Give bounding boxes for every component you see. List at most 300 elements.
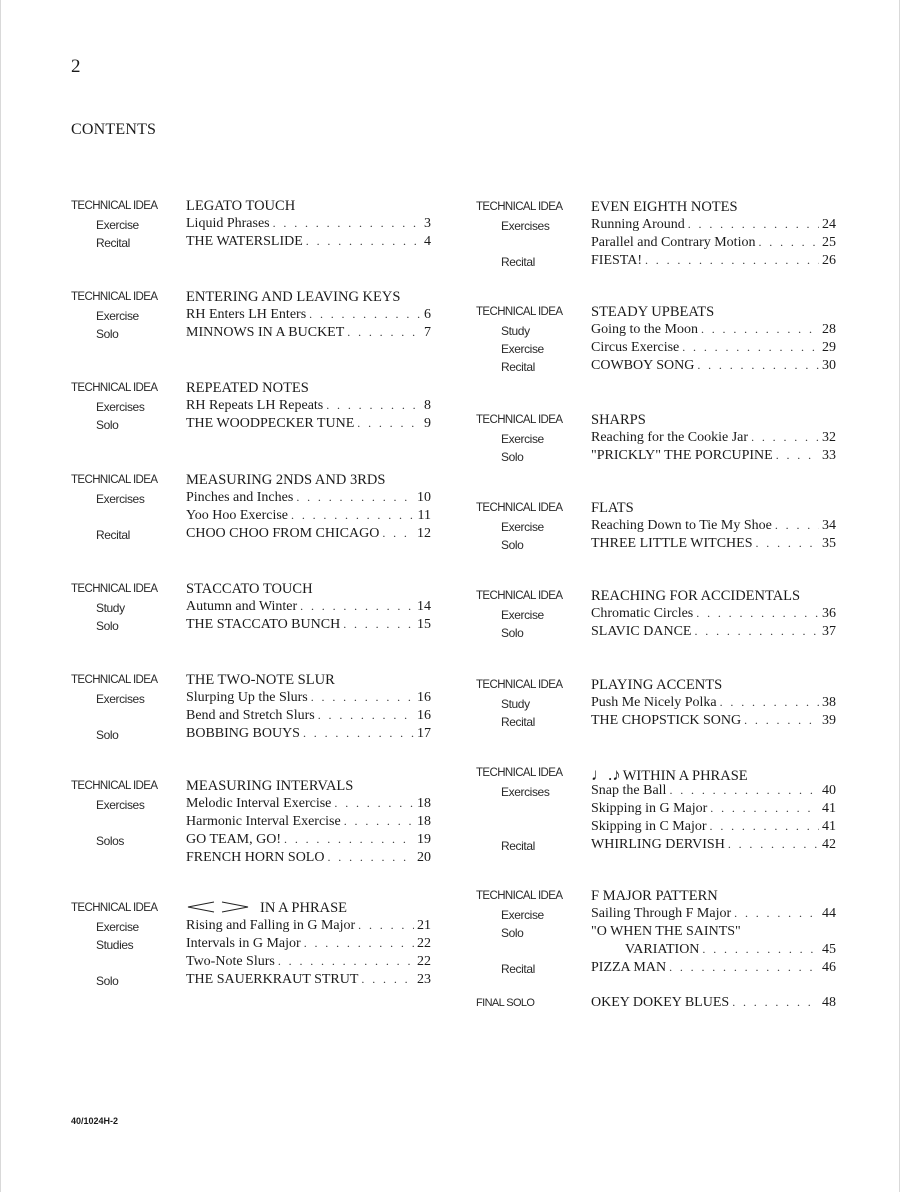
entry-page-number: 19 [417, 832, 431, 847]
section-heading-row [71, 380, 431, 398]
contents-entry-row [476, 924, 836, 942]
dot-leader [278, 954, 414, 970]
entry-type-label: Recital [501, 255, 535, 269]
contents-entry[interactable] [186, 954, 431, 970]
technical-idea-label: TECHNICAL IDEA [71, 583, 158, 595]
entry-title: Reaching for the Cookie Jar [591, 430, 749, 445]
dot-leader [361, 972, 414, 988]
technical-idea-name: IN A PHRASE [260, 900, 348, 916]
contents-entry[interactable] [591, 322, 836, 338]
entry-page-number: 20 [417, 850, 431, 865]
technical-idea-label: TECHNICAL IDEA [71, 474, 158, 486]
technical-idea-name: FLATS [591, 500, 634, 516]
entry-page-number: 7 [424, 325, 431, 340]
technical-idea-title [186, 472, 385, 489]
entry-page-number: 33 [822, 448, 836, 463]
technical-idea-title [186, 581, 313, 598]
technical-idea-name: PLAYING ACCENTS [591, 677, 723, 693]
contents-entry[interactable] [591, 819, 836, 835]
entry-title: Push Me Nicely Polka [591, 695, 717, 710]
contents-entry[interactable] [591, 906, 836, 922]
entry-title: THE CHOPSTICK SONG [591, 713, 742, 728]
entry-type-label: Solo [501, 450, 524, 464]
entry-title: VARIATION [625, 942, 700, 957]
entry-title: Rising and Falling in G Major [186, 918, 356, 933]
section-heading-row [71, 472, 431, 490]
contents-entry[interactable] [591, 518, 836, 534]
entry-type-label: Study [501, 697, 530, 711]
entry-title: Slurping Up the Slurs [186, 690, 308, 705]
entry-page-number: 36 [822, 606, 836, 621]
entry-title: Autumn and Winter [186, 599, 298, 614]
dot-leader [296, 490, 414, 506]
contents-entry[interactable] [591, 837, 836, 853]
entry-title: FIESTA! [591, 253, 642, 268]
final-solo-page: 48 [822, 995, 836, 1010]
section-heading-row [476, 765, 836, 783]
entry-title: RH Enters LH Enters [186, 307, 307, 322]
entry-page-number: 32 [822, 430, 836, 445]
entry-page-number: 16 [417, 690, 431, 705]
dot-leader [682, 340, 819, 356]
entry-page-number: 4 [424, 234, 431, 249]
crescendo-decrescendo-icon [186, 901, 250, 913]
final-solo-label: FINAL SOLO [476, 997, 535, 1009]
entry-page-number: 8 [424, 398, 431, 413]
contents-entry-row [476, 837, 836, 855]
entry-page-number: 41 [822, 801, 836, 816]
entry-type-label: Study [501, 324, 530, 338]
section-heading-row [71, 581, 431, 599]
contents-entry[interactable] [186, 490, 431, 506]
entry-type-label: Recital [96, 528, 130, 542]
entry-type-label: Studies [96, 938, 134, 952]
dot-leader [669, 960, 819, 976]
entry-title: CHOO CHOO FROM CHICAGO [186, 526, 380, 541]
contents-entry-row [476, 536, 836, 554]
contents-entry[interactable] [186, 216, 431, 232]
contents-entry[interactable] [591, 713, 836, 729]
entry-page-number: 14 [417, 599, 431, 614]
entry-page-number: 11 [417, 508, 431, 523]
technical-idea-label: TECHNICAL IDEA [476, 414, 563, 426]
technical-idea-title [591, 304, 714, 321]
entry-title: GO TEAM, GO! [186, 832, 282, 847]
dot-leader [697, 358, 819, 374]
contents-entry[interactable] [591, 695, 836, 711]
dot-leader [758, 235, 819, 251]
technical-idea-name: MEASURING INTERVALS [186, 778, 354, 794]
entry-type-label: Solos [96, 834, 125, 848]
contents-entry-row [71, 526, 431, 544]
contents-entry[interactable] [591, 448, 836, 464]
entry-title: "PRICKLY" THE PORCUPINE [591, 448, 773, 463]
entry-type-label: Recital [96, 236, 130, 250]
contents-entry-row [71, 490, 431, 508]
final-solo-title: OKEY DOKEY BLUES [591, 995, 730, 1010]
dot-leader [284, 832, 414, 848]
dot-leader [710, 801, 819, 817]
dot-leader [701, 322, 819, 338]
contents-entry-row [71, 814, 431, 832]
dot-leader [669, 783, 819, 799]
technical-idea-title [591, 199, 738, 216]
catalog-code: 40/1024H-2 [71, 1116, 119, 1126]
entry-title: Snap the Ball [591, 783, 667, 798]
entry-page-number: 15 [417, 617, 431, 632]
contents-entry-row [71, 216, 431, 234]
contents-entry[interactable] [186, 416, 431, 432]
section-heading-row [71, 289, 431, 307]
technical-idea-title [591, 500, 634, 517]
technical-idea-name: STACCATO TOUCH [186, 581, 313, 597]
entry-title: Parallel and Contrary Motion [591, 235, 756, 250]
dot-leader [702, 942, 819, 958]
entry-type-label: Exercises [501, 785, 550, 799]
dot-leader [311, 690, 414, 706]
technical-idea-name: THE TWO-NOTE SLUR [186, 672, 335, 688]
entry-type-label: Recital [501, 962, 535, 976]
entry-page-number: 22 [417, 936, 431, 951]
entry-title: Going to the Moon [591, 322, 698, 337]
contents-entry[interactable] [186, 325, 431, 341]
contents-entry-row [476, 235, 836, 253]
entry-page-number: 30 [822, 358, 836, 373]
dot-leader [756, 536, 820, 552]
section-heading-row [476, 588, 836, 606]
technical-idea-name: MEASURING 2NDS AND 3RDS [186, 472, 386, 488]
technical-idea-label: TECHNICAL IDEA [71, 291, 158, 303]
page-left-edge [0, 0, 1, 1192]
entry-page-number: 9 [424, 416, 431, 431]
contents-entry[interactable] [591, 430, 836, 446]
contents-entry[interactable] [186, 832, 431, 848]
contents-entry[interactable] [591, 235, 836, 251]
entry-page-number: 16 [417, 708, 431, 723]
dot-leader [645, 253, 819, 269]
dot-leader [358, 918, 414, 934]
contents-entry-row [476, 358, 836, 376]
entry-type-label: Recital [501, 360, 535, 374]
contents-entry-row [476, 518, 836, 536]
entry-title: Liquid Phrases [186, 216, 270, 231]
final-solo-row [476, 995, 836, 1013]
dot-leader [732, 995, 819, 1011]
contents-entry[interactable] [186, 690, 431, 706]
technical-idea-name: SHARPS [591, 412, 646, 428]
dot-leader [357, 416, 421, 432]
section-heading-row [476, 412, 836, 430]
technical-idea-title [591, 888, 718, 905]
entry-page-number: 6 [424, 307, 431, 322]
dot-leader [273, 216, 421, 232]
dot-leader [728, 837, 819, 853]
final-solo-entry[interactable] [591, 995, 836, 1011]
entry-title: PIZZA MAN [591, 960, 667, 975]
dot-leader [334, 796, 414, 812]
technical-idea-label: TECHNICAL IDEA [476, 502, 563, 514]
entry-title: Pinches and Inches [186, 490, 294, 505]
contents-entry-row [71, 936, 431, 954]
contents-entry-row [71, 726, 431, 744]
technical-idea-title [186, 672, 335, 689]
contents-entry[interactable] [186, 796, 431, 812]
contents-entry-row [476, 801, 836, 819]
dot-leader [776, 448, 819, 464]
contents-entry[interactable] [186, 508, 431, 524]
dot-leader [327, 850, 414, 866]
entry-page-number: 3 [424, 216, 431, 231]
contents-entry-row [71, 690, 431, 708]
entry-type-label: Solo [96, 728, 119, 742]
entry-title: RH Repeats LH Repeats [186, 398, 324, 413]
entry-title: Intervals in G Major [186, 936, 301, 951]
entry-title: Sailing Through F Major [591, 906, 732, 921]
contents-entry[interactable] [186, 918, 431, 934]
contents-entry[interactable] [186, 234, 431, 250]
contents-entry[interactable] [591, 536, 836, 552]
entry-title: "O WHEN THE SAINTS" [591, 924, 741, 939]
entry-type-label: Exercise [96, 920, 139, 934]
entry-page-number: 40 [822, 783, 836, 798]
contents-entry-row [476, 606, 836, 624]
entry-page-number: 46 [822, 960, 836, 975]
contents-entry-row [71, 796, 431, 814]
contents-entry-row [71, 832, 431, 850]
entry-type-label: Exercise [501, 342, 544, 356]
entry-title: THREE LITTLE WITCHES [591, 536, 753, 551]
entry-page-number: 24 [822, 217, 836, 232]
dot-leader [318, 708, 414, 724]
entry-page-number: 42 [822, 837, 836, 852]
entry-type-label: Solo [501, 926, 524, 940]
dot-leader [744, 713, 819, 729]
entry-page-number: 28 [822, 322, 836, 337]
contents-entry[interactable] [186, 814, 431, 830]
contents-entry-row [476, 253, 836, 271]
note-rhythm-icon: ♩.♪ [591, 765, 621, 784]
entry-page-number: 44 [822, 906, 836, 921]
contents-entry-row [476, 906, 836, 924]
entry-type-label: Exercise [96, 309, 139, 323]
technical-idea-title [591, 677, 722, 694]
technical-idea-title [186, 289, 400, 306]
dot-leader [694, 624, 819, 640]
contents-entry-row [71, 599, 431, 617]
entry-page-number: 12 [417, 526, 431, 541]
entry-type-label: Exercise [501, 908, 544, 922]
entry-page-number: 39 [822, 713, 836, 728]
contents-entry[interactable] [186, 972, 431, 988]
contents-entry[interactable] [591, 624, 836, 640]
entry-title: Skipping in G Major [591, 801, 708, 816]
contents-entry-row [476, 430, 836, 448]
contents-entry[interactable] [591, 253, 836, 269]
technical-idea-label: TECHNICAL IDEA [476, 767, 563, 779]
entry-type-label: Exercises [96, 400, 145, 414]
contents-entry[interactable] [186, 726, 431, 742]
entry-page-number: 26 [822, 253, 836, 268]
technical-idea-title [591, 588, 800, 605]
section-heading-row [476, 677, 836, 695]
entry-type-label: Solo [96, 327, 119, 341]
contents-entry[interactable] [186, 708, 431, 724]
technical-idea-name: F MAJOR PATTERN [591, 888, 718, 904]
entry-page-number: 41 [822, 819, 836, 834]
technical-idea-title [186, 380, 309, 397]
contents-entry-row [71, 398, 431, 416]
dot-leader [710, 819, 819, 835]
section-heading-row [476, 199, 836, 217]
contents-entry[interactable] [591, 942, 836, 958]
contents-entry-row [476, 819, 836, 837]
dot-leader [303, 726, 414, 742]
contents-entry[interactable] [591, 924, 836, 940]
contents-entry-row [71, 972, 431, 990]
contents-entry-row [476, 783, 836, 801]
dot-leader [775, 518, 819, 534]
entry-title: THE WATERSLIDE [186, 234, 303, 249]
dot-leader [306, 234, 421, 250]
dot-leader [720, 695, 819, 711]
dot-leader [751, 430, 819, 446]
contents-entry-row [71, 508, 431, 526]
technical-idea-name: WITHIN A PHRASE [622, 768, 748, 784]
section-heading-row [71, 778, 431, 796]
technical-idea-name: ENTERING AND LEAVING KEYS [186, 289, 401, 305]
entry-type-label: Exercises [96, 692, 145, 706]
section-heading-row [71, 900, 431, 918]
entry-type-label: Solo [96, 974, 119, 988]
entry-type-label: Exercise [501, 520, 544, 534]
entry-title: Yoo Hoo Exercise [186, 508, 289, 523]
entry-type-label: Recital [501, 715, 535, 729]
section-heading-row [476, 304, 836, 322]
contents-entry[interactable] [591, 801, 836, 817]
contents-entry-row [71, 307, 431, 325]
contents-entry[interactable] [591, 960, 836, 976]
contents-entry-row [71, 954, 431, 972]
dot-leader [343, 617, 414, 633]
technical-idea-title [186, 778, 353, 795]
contents-entry[interactable] [186, 936, 431, 952]
contents-entry-row [476, 322, 836, 340]
technical-idea-label: TECHNICAL IDEA [71, 674, 158, 686]
entry-title: Chromatic Circles [591, 606, 694, 621]
contents-entry-row [71, 325, 431, 343]
contents-entry-row [71, 416, 431, 434]
entry-type-label: Recital [501, 839, 535, 853]
entry-page-number: 22 [417, 954, 431, 969]
contents-entry[interactable] [186, 617, 431, 633]
entry-page-number: 17 [417, 726, 431, 741]
contents-entry[interactable] [591, 783, 836, 799]
contents-entry[interactable] [186, 398, 431, 414]
dot-leader [304, 936, 414, 952]
entry-title: Reaching Down to Tie My Shoe [591, 518, 772, 533]
contents-entry[interactable] [591, 358, 836, 374]
contents-entry-row [476, 695, 836, 713]
contents-entry[interactable] [186, 526, 431, 542]
dot-leader [688, 217, 819, 233]
technical-idea-label: TECHNICAL IDEA [476, 890, 563, 902]
dot-leader [309, 307, 421, 323]
contents-entry[interactable] [186, 850, 431, 866]
contents-entry-row [476, 624, 836, 642]
technical-idea-title [591, 412, 646, 429]
entry-title: Bend and Stretch Slurs [186, 708, 315, 723]
technical-idea-label: TECHNICAL IDEA [71, 902, 158, 914]
section-heading-row [71, 672, 431, 690]
entry-title: Harmonic Interval Exercise [186, 814, 341, 829]
contents-entry[interactable] [591, 340, 836, 356]
entry-title: Running Around [591, 217, 685, 232]
contents-entry-row [476, 340, 836, 358]
technical-idea-name: EVEN EIGHTH NOTES [591, 199, 738, 215]
entry-title: FRENCH HORN SOLO [186, 850, 325, 865]
entry-title: THE STACCATO BUNCH [186, 617, 341, 632]
technical-idea-label: TECHNICAL IDEA [71, 382, 158, 394]
contents-entry[interactable] [186, 599, 431, 615]
contents-entry-row [71, 708, 431, 726]
technical-idea-name: REACHING FOR ACCIDENTALS [591, 588, 801, 604]
entry-title: WHIRLING DERVISH [591, 837, 725, 852]
entry-type-label: Exercise [501, 608, 544, 622]
technical-idea-title [591, 765, 748, 785]
entry-title: Circus Exercise [591, 340, 680, 355]
page-number: 2 [71, 56, 81, 77]
entry-type-label: Solo [501, 538, 524, 552]
technical-idea-name: STEADY UPBEATS [591, 304, 715, 320]
technical-idea-title [186, 900, 347, 917]
entry-title: COWBOY SONG [591, 358, 695, 373]
technical-idea-label: TECHNICAL IDEA [476, 201, 563, 213]
entry-type-label: Solo [501, 626, 524, 640]
entry-title: THE WOODPECKER TUNE [186, 416, 355, 431]
entry-page-number: 38 [822, 695, 836, 710]
section-heading-row [476, 888, 836, 906]
section-heading-row [71, 198, 431, 216]
technical-idea-name: LEGATO TOUCH [186, 198, 296, 214]
entry-page-number: 18 [417, 796, 431, 811]
entry-page-number: 29 [822, 340, 836, 355]
dot-leader [382, 526, 414, 542]
entry-title: Two-Note Slurs [186, 954, 275, 969]
technical-idea-label: TECHNICAL IDEA [476, 679, 563, 691]
entry-type-label: Exercises [96, 492, 145, 506]
contents-entry-row [476, 448, 836, 466]
entry-title: Skipping in C Major [591, 819, 707, 834]
contents-entry[interactable] [591, 606, 836, 622]
contents-entry-row [476, 217, 836, 235]
dot-leader [344, 814, 414, 830]
entry-page-number: 45 [822, 942, 836, 957]
contents-entry-row [476, 960, 836, 978]
entry-page-number: 35 [822, 536, 836, 551]
contents-entry-row [71, 234, 431, 252]
contents-entry[interactable] [591, 217, 836, 233]
contents-entry-row [71, 918, 431, 936]
dot-leader [347, 325, 421, 341]
dot-leader [734, 906, 819, 922]
technical-idea-label: TECHNICAL IDEA [476, 306, 563, 318]
contents-entry[interactable] [186, 307, 431, 323]
technical-idea-label: TECHNICAL IDEA [71, 780, 158, 792]
entry-page-number: 25 [822, 235, 836, 250]
contents-entry-row [71, 617, 431, 635]
entry-type-label: Exercises [501, 219, 550, 233]
technical-idea-label: TECHNICAL IDEA [71, 200, 158, 212]
